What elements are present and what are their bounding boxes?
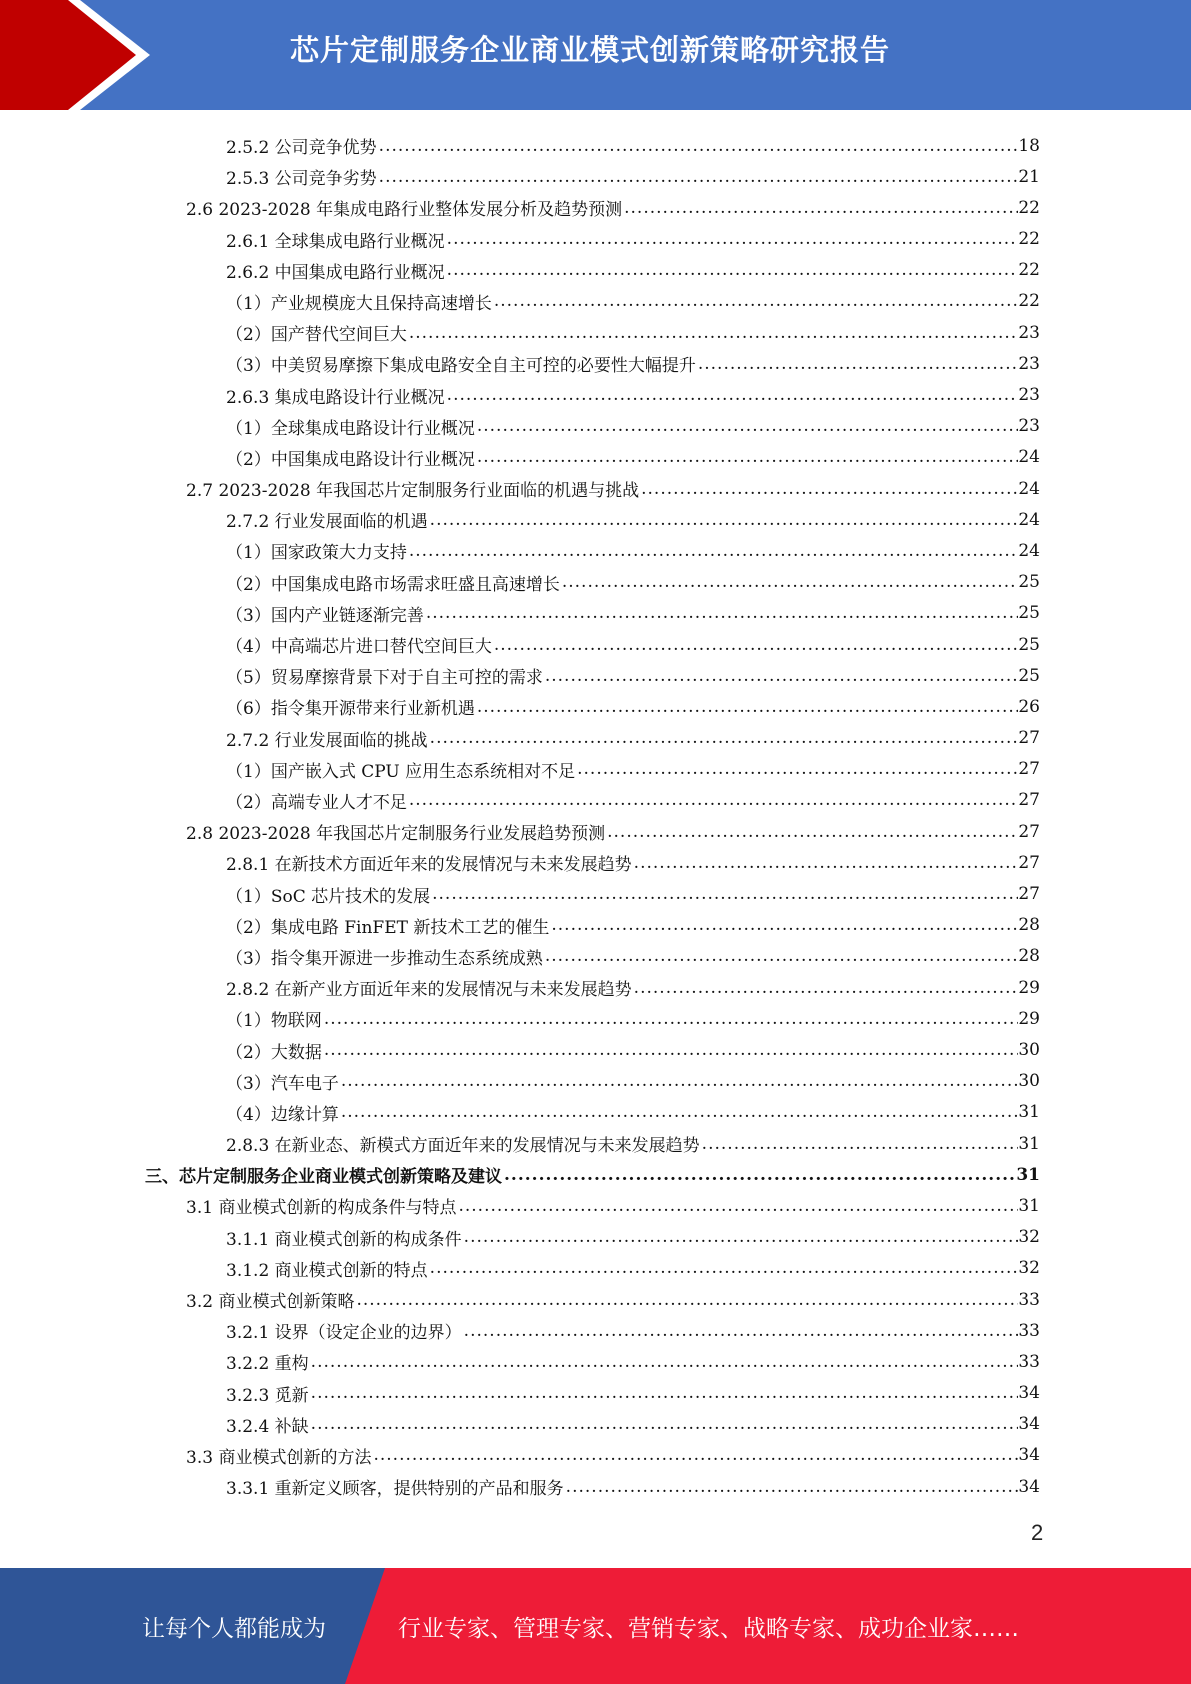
toc-entry[interactable]: [226, 317, 1040, 348]
toc-entry-page: 27: [1018, 821, 1040, 842]
toc-entry-title: （1）全球集成电路设计行业概况: [226, 418, 475, 439]
toc-entry-title: 3.2.1 设界（设定企业的边界）: [226, 1323, 462, 1344]
dot-leader: [341, 1102, 1019, 1122]
toc-entry-page: 27: [1018, 852, 1040, 873]
toc-entry-title: 2.6.2 中国集成电路行业概况: [226, 262, 445, 283]
toc-entry-page: 34: [1018, 1414, 1040, 1435]
toc-entry-page: 25: [1018, 665, 1040, 686]
dot-leader: [409, 323, 1019, 343]
toc-entry-page: 22: [1018, 260, 1040, 281]
toc-entry-page: 34: [1018, 1476, 1040, 1497]
dot-leader: [698, 354, 1019, 374]
toc-entry-page: 30: [1018, 1040, 1040, 1060]
dot-leader: [504, 1165, 1016, 1185]
toc-entry-page: 31: [1018, 1102, 1040, 1123]
toc-entry-title: （2）高端专业人才不足: [226, 792, 407, 813]
toc-entry-title: （1）国产嵌入式 CPU 应用生态系统相对不足: [226, 761, 576, 782]
toc-entry-title: （2）集成电路 FinFET 新技术工艺的催生: [226, 917, 550, 938]
toc-entry-page: 29: [1018, 1008, 1040, 1029]
dot-leader: [409, 541, 1019, 561]
toc-entry[interactable]: [226, 1315, 1040, 1346]
dot-leader: [477, 447, 1019, 467]
toc-entry-title: （6）指令集开源带来行业新机遇: [226, 699, 475, 720]
dot-leader: [311, 1383, 1019, 1403]
page-header: [0, 0, 1191, 110]
toc-entry-page: 28: [1018, 915, 1040, 936]
toc-entry-title: 3.2.3 觅新: [226, 1385, 309, 1406]
dot-leader: [311, 1352, 1019, 1372]
toc-entry-title: （1）物联网: [226, 1011, 322, 1032]
toc-entry-title: （1）国家政策大力支持: [226, 543, 407, 564]
toc-entry-page: 27: [1018, 790, 1040, 811]
toc-entry[interactable]: [186, 1440, 1040, 1471]
dot-leader: [341, 1071, 1019, 1091]
footer-slogan-right: 行业专家、管理专家、营销专家、战略专家、成功企业家……: [398, 1616, 1019, 1642]
toc-entry[interactable]: [226, 380, 1040, 411]
toc-entry-title: 3.3 商业模式创新的方法: [186, 1447, 372, 1468]
dot-leader: [566, 1477, 1019, 1497]
toc-entry-page: 26: [1018, 696, 1040, 717]
toc-entry-page: 23: [1018, 385, 1040, 406]
toc-entry[interactable]: [226, 1253, 1040, 1284]
footer-slogan-left: 让每个人都能成为: [142, 1616, 326, 1642]
dot-leader: [545, 946, 1019, 966]
dot-leader: [607, 822, 1018, 842]
toc-entry-title: （2）国产替代空间巨大: [226, 325, 407, 346]
toc-entry-page: 27: [1018, 759, 1040, 780]
toc-entry-page: 23: [1018, 416, 1040, 437]
toc-entry-title: 2.7 2023-2028 年我国芯片定制服务行业面临的机遇与挑战: [186, 481, 640, 502]
dot-leader: [624, 198, 1018, 218]
dot-leader: [426, 603, 1019, 623]
dot-leader: [702, 1134, 1019, 1154]
toc-entry-page: 34: [1018, 1383, 1040, 1404]
toc-entry[interactable]: [226, 847, 1040, 878]
dot-leader: [477, 697, 1019, 717]
toc-entry[interactable]: [226, 1409, 1040, 1440]
report-title: 芯片定制服务企业商业模式创新策略研究报告: [290, 33, 891, 67]
toc-entry-page: 22: [1018, 197, 1040, 218]
toc-entry[interactable]: [226, 629, 1040, 660]
toc-entry-title: （4）中高端芯片进口替代空间巨大: [226, 637, 492, 658]
toc-entry[interactable]: [226, 598, 1040, 629]
toc-entry-page: 31: [1018, 1133, 1040, 1154]
dot-leader: [464, 1321, 1019, 1341]
toc-entry-title: 2.8.1 在新技术方面近年来的发展情况与未来发展趋势: [226, 855, 632, 876]
toc-entry[interactable]: [226, 879, 1040, 910]
toc-entry-page: 24: [1018, 447, 1040, 468]
toc-entry-page: 22: [1018, 291, 1040, 312]
toc-entry[interactable]: [226, 286, 1040, 317]
toc-entry-title: （5）贸易摩擦背景下对于自主可控的需求: [226, 668, 543, 689]
toc-entry-page: 25: [1018, 603, 1040, 624]
dot-leader: [641, 479, 1018, 499]
toc-entry[interactable]: [226, 1471, 1040, 1502]
toc-entry-page: 27: [1018, 728, 1040, 749]
toc-entry-page: 30: [1018, 1071, 1040, 1092]
toc-entry[interactable]: [226, 754, 1040, 785]
toc-entry[interactable]: [186, 473, 1040, 504]
toc-entry-title: （2）中国集成电路设计行业概况: [226, 449, 475, 470]
toc-entry[interactable]: [226, 504, 1040, 535]
toc-entry-page: 34: [1018, 1445, 1040, 1466]
dot-leader: [432, 884, 1018, 904]
dot-leader: [430, 728, 1019, 748]
dot-leader: [430, 510, 1019, 530]
toc-entry[interactable]: [226, 567, 1040, 598]
toc-entry-title: （2）中国集成电路市场需求旺盛且高速增长: [226, 574, 560, 595]
toc-entry-page: 28: [1018, 946, 1040, 967]
toc-entry[interactable]: [226, 691, 1040, 722]
toc-entry[interactable]: [226, 660, 1040, 691]
toc-entry-page: 21: [1018, 166, 1040, 187]
toc-entry-title: 3.3.1 重新定义顾客，提供特别的产品和服务: [226, 1479, 564, 1500]
toc-entry[interactable]: [186, 192, 1040, 223]
toc-entry-title: 2.7.2 行业发展面临的挑战: [226, 730, 428, 751]
dot-leader: [477, 416, 1019, 436]
toc-entry-page: 24: [1018, 509, 1040, 530]
toc-entry-title: （1）SoC 芯片技术的发展: [226, 886, 431, 907]
toc-entry[interactable]: [226, 1097, 1040, 1128]
toc-entry-page: 32: [1018, 1258, 1040, 1279]
toc-entry[interactable]: [226, 1222, 1040, 1253]
toc-entry-title: 3.2.4 补缺: [226, 1416, 309, 1437]
toc-entry[interactable]: [186, 1190, 1040, 1221]
toc-entry[interactable]: [226, 972, 1040, 1003]
toc-entry-title: 2.6.1 全球集成电路行业概况: [226, 231, 445, 252]
toc-entry-page: 24: [1018, 478, 1040, 499]
toc-entry-title: 2.5.3 公司竞争劣势: [226, 169, 377, 190]
dot-leader: [464, 1227, 1019, 1247]
toc-entry[interactable]: [226, 1066, 1040, 1097]
toc-entry-title: 三、芯片定制服务企业商业模式创新策略及建议: [145, 1167, 502, 1188]
red-arrow-decoration: [0, 0, 200, 110]
toc-entry-page: 29: [1018, 977, 1040, 998]
dot-leader: [447, 229, 1019, 249]
toc-entry[interactable]: [226, 255, 1040, 286]
toc-entry-page: 18: [1018, 135, 1040, 156]
toc-entry[interactable]: [186, 816, 1040, 847]
dot-leader: [494, 291, 1019, 311]
toc-entry-title: （3）中美贸易摩擦下集成电路安全自主可控的必要性大幅提升: [226, 356, 696, 377]
dot-leader: [458, 1196, 1018, 1216]
toc-entry-page: 27: [1018, 884, 1040, 905]
toc-entry-page: 25: [1018, 634, 1040, 655]
dot-leader: [634, 978, 1019, 998]
toc-entry-title: 3.1.1 商业模式创新的构成条件: [226, 1229, 462, 1250]
toc-entry[interactable]: [226, 161, 1040, 192]
toc-entry-page: 32: [1018, 1227, 1040, 1248]
toc-entry-title: 2.8.2 在新产业方面近年来的发展情况与未来发展趋势: [226, 980, 632, 1001]
toc-entry[interactable]: [145, 1159, 1040, 1190]
toc-entry[interactable]: [226, 910, 1040, 941]
page-number: 2: [1031, 1520, 1044, 1545]
toc-entry[interactable]: [226, 348, 1040, 379]
dot-leader: [373, 1445, 1018, 1465]
dot-leader: [324, 1009, 1019, 1029]
toc-entry-page: 25: [1018, 572, 1040, 593]
toc-entry[interactable]: [226, 1378, 1040, 1409]
toc-entry[interactable]: [226, 785, 1040, 816]
dot-leader: [379, 136, 1019, 156]
toc-entry[interactable]: [226, 941, 1040, 972]
dot-leader: [447, 385, 1019, 405]
toc-entry-title: 3.2.2 重构: [226, 1354, 309, 1375]
dot-leader: [551, 915, 1018, 935]
toc-entry[interactable]: [226, 130, 1040, 161]
dot-leader: [577, 759, 1018, 779]
page-footer: [0, 1568, 1191, 1684]
toc-entry-title: （3）汽车电子: [226, 1073, 339, 1094]
toc-entry-title: 2.7.2 行业发展面临的机遇: [226, 512, 428, 533]
toc-entry[interactable]: [226, 1346, 1040, 1377]
toc-entry-page: 33: [1018, 1351, 1040, 1372]
toc-entry-title: 3.1 商业模式创新的构成条件与特点: [186, 1198, 457, 1219]
toc-entry-page: 23: [1018, 353, 1040, 374]
dot-leader: [311, 1414, 1019, 1434]
toc-entry[interactable]: [226, 535, 1040, 566]
dot-leader: [545, 666, 1019, 686]
toc-entry-title: 2.6 2023-2028 年集成电路行业整体发展分析及趋势预测: [186, 200, 623, 221]
toc-entry-page: 23: [1018, 322, 1040, 343]
toc-entry[interactable]: [226, 1035, 1040, 1066]
toc-entry-title: （2）大数据: [226, 1042, 322, 1063]
dot-leader: [324, 1040, 1019, 1060]
dot-leader: [562, 572, 1019, 592]
toc-entry[interactable]: [226, 1128, 1040, 1159]
toc-entry[interactable]: [226, 723, 1040, 754]
toc-entry-page: 33: [1018, 1320, 1040, 1341]
toc-entry-page: 22: [1018, 229, 1040, 250]
toc-entry-title: 2.6.3 集成电路设计行业概况: [226, 387, 445, 408]
toc-entry-title: 2.8.3 在新业态、新模式方面近年来的发展情况与未来发展趋势: [226, 1136, 700, 1157]
toc-entry-title: 2.5.2 公司竞争优势: [226, 138, 377, 158]
toc-entry-title: 2.8 2023-2028 年我国芯片定制服务行业发展趋势预测: [186, 824, 606, 845]
toc-entry-page: 33: [1018, 1289, 1040, 1310]
dot-leader: [494, 635, 1019, 655]
toc-entry[interactable]: [226, 411, 1040, 442]
dot-leader: [356, 1290, 1018, 1310]
toc-entry-title: 3.1.2 商业模式创新的特点: [226, 1260, 428, 1281]
toc-entry-title: （1）产业规模庞大且保持高速增长: [226, 293, 492, 314]
dot-leader: [447, 260, 1019, 280]
dot-leader: [379, 167, 1019, 187]
toc-entry-page: 24: [1018, 540, 1040, 561]
toc-entry-page: 31: [1016, 1164, 1040, 1185]
dot-leader: [409, 790, 1019, 810]
dot-leader: [634, 853, 1019, 873]
toc-entry[interactable]: [186, 1284, 1040, 1315]
toc-entry-page: 31: [1018, 1195, 1040, 1216]
toc-entry-title: （4）边缘计算: [226, 1104, 339, 1125]
toc-entry[interactable]: [226, 224, 1040, 255]
toc-entry-title: 3.2 商业模式创新策略: [186, 1292, 355, 1313]
dot-leader: [430, 1258, 1019, 1278]
toc-entry-title: （3）国内产业链逐渐完善: [226, 605, 424, 626]
toc-entry-title: （3）指令集开源进一步推动生态系统成熟: [226, 948, 543, 969]
toc-entry[interactable]: [226, 442, 1040, 473]
toc-entry[interactable]: [226, 1003, 1040, 1034]
